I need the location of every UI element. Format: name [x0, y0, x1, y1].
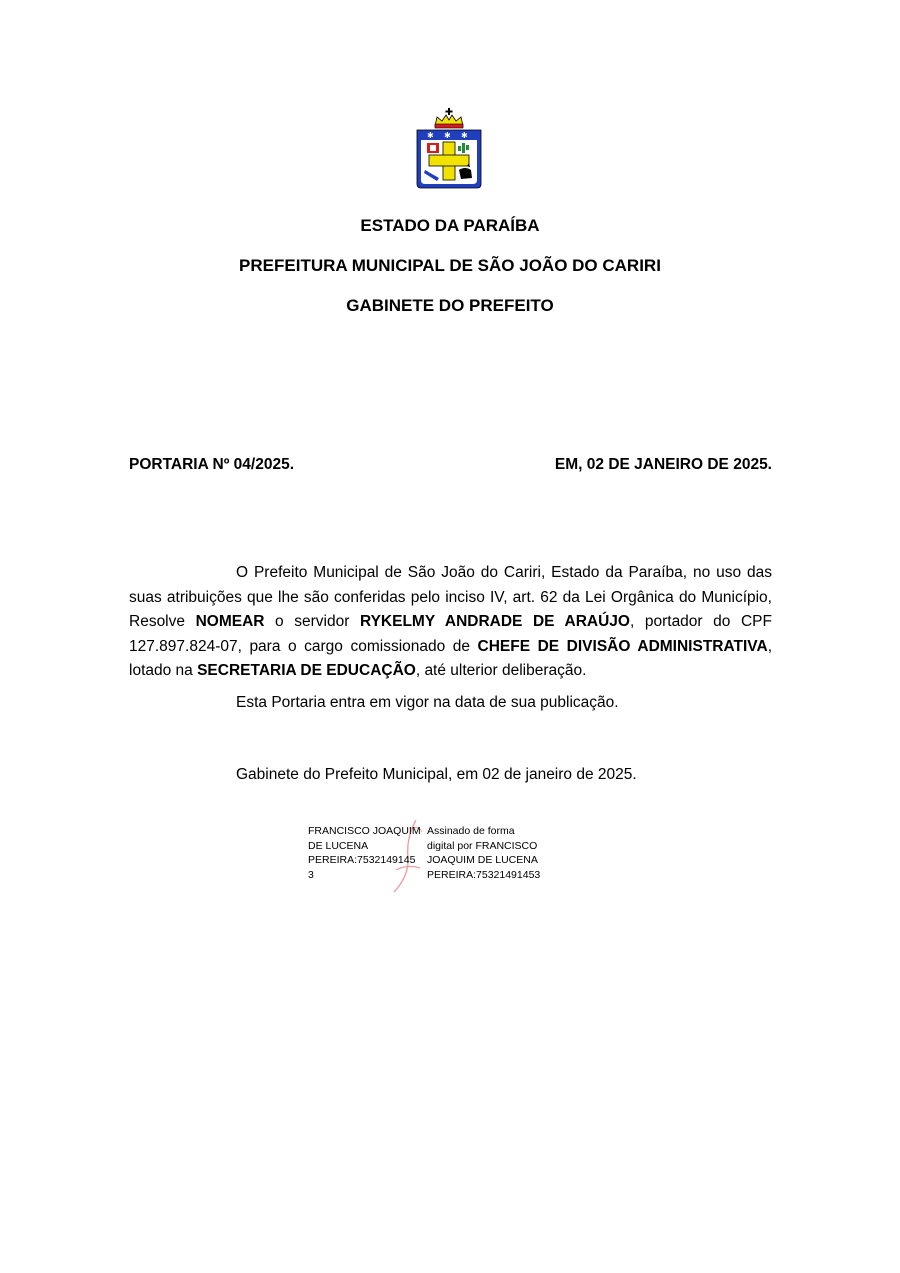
header-office: GABINETE DO PREFEITO [346, 296, 554, 315]
body-paragraph [129, 561, 772, 684]
signature-desc-line: Assinado de forma [427, 825, 515, 837]
svg-text:✱: ✱ [427, 131, 434, 140]
svg-text:✱: ✱ [444, 131, 451, 140]
body-bold-secretaria: SECRETARIA DE EDUCAÇÃO [197, 662, 416, 679]
vigor-paragraph: Esta Portaria entra em vigor na data de sua publicação. [236, 694, 619, 711]
municipal-crest-logo [415, 108, 483, 196]
body-text-3: , portador do CPF 127.897.824-07, para o cargo comissionado de [129, 613, 772, 655]
portaria-number: PORTARIA Nº 04/2025. [129, 456, 295, 473]
body-text-1: O Prefeito Municipal de São João do Cariri, Estado da Paraíba, no uso das suas atribuições que lhe são conferidas pelo inciso IV, art. 62 da Lei Orgânica do Município, Resolve [129, 564, 772, 630]
gabinete-date-line: Gabinete do Prefeito Municipal, em 02 de janeiro de 2025. [236, 766, 637, 783]
body-bold-cargo: CHEFE DE DIVISÃO ADMINISTRATIVA [477, 637, 768, 655]
signer-line: FRANCISCO JOAQUIM [308, 825, 421, 837]
signature-signer-name [308, 824, 421, 882]
body-text-4: , lotado na [129, 637, 772, 679]
digital-signature-block [308, 824, 558, 896]
signature-desc-line: PEREIRA:75321491453 [427, 868, 541, 881]
signer-line: DE LUCENA [308, 839, 369, 852]
body-text-2: o servidor [264, 613, 360, 630]
header-prefecture: PREFEITURA MUNICIPAL DE SÃO JOÃO DO CARIRI [239, 256, 661, 275]
signature-description [427, 824, 540, 882]
signature-desc-line: digital por FRANCISCO [427, 839, 538, 852]
signer-line: PEREIRA:7532149145 [308, 854, 416, 866]
header-state: ESTADO DA PARAÍBA [360, 216, 540, 235]
signature-desc-line: JOAQUIM DE LUCENA [427, 854, 538, 866]
body-text-5: , até ulterior deliberação. [415, 662, 587, 679]
portaria-date: EM, 02 DE JANEIRO DE 2025. [554, 456, 772, 473]
body-bold-nomear: NOMEAR [195, 613, 265, 630]
body-bold-servidor: RYKELMY ANDRADE DE ARAÚJO [359, 613, 630, 630]
signer-line: 3 [308, 868, 314, 881]
svg-text:✱: ✱ [461, 131, 468, 140]
